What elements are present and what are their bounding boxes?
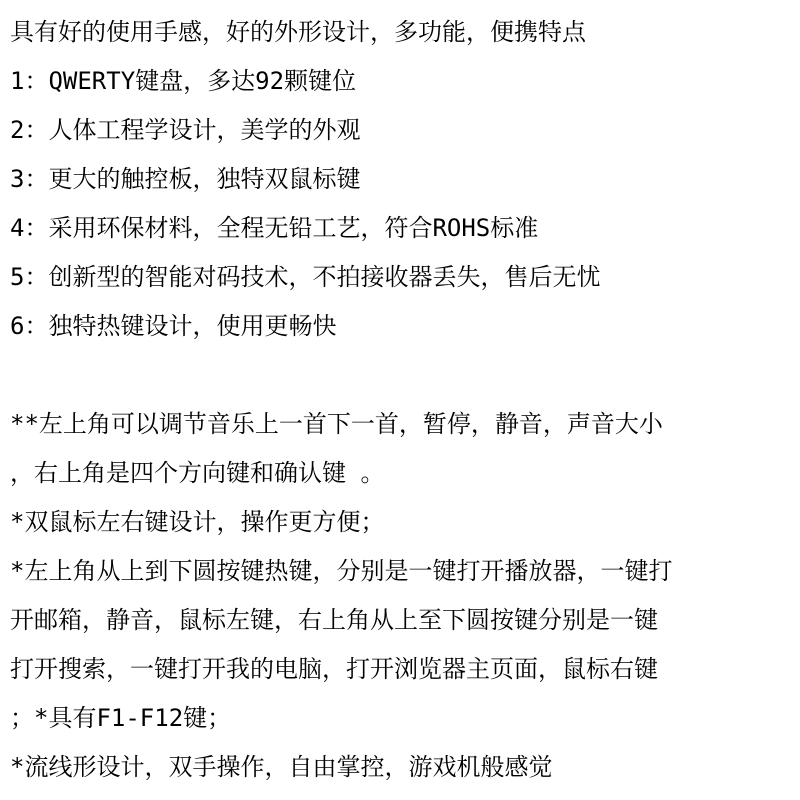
notes-block <box>10 400 795 792</box>
feature-item: 1：QWERTY键盘，多达92颗键位 <box>10 67 357 95</box>
note-line: 开邮箱，静音，鼠标左键，右上角从上至下圆按键分别是一键 <box>10 606 658 634</box>
intro-line: 具有好的使用手感，好的外形设计，多功能，便携特点 <box>10 18 586 46</box>
spacer <box>10 351 795 400</box>
feature-item: 3：更大的触控板，独特双鼠标键 <box>10 165 361 193</box>
note-line: ，右上角是四个方向键和确认键 。 <box>10 459 385 487</box>
note-line: **左上角可以调节音乐上一首下一首，暂停，静音，声音大小 <box>10 410 663 438</box>
product-description <box>10 8 795 792</box>
note-line: 打开搜索，一键打开我的电脑，打开浏览器主页面，鼠标右键 <box>10 655 658 683</box>
note-line: ；*具有F1-F12键； <box>10 704 232 732</box>
note-line: *双鼠标左右键设计，操作更方便； <box>10 508 385 536</box>
note-line: *左上角从上到下圆按键热键，分别是一键打开播放器，一键打 <box>10 557 673 585</box>
feature-item: 2：人体工程学设计，美学的外观 <box>10 116 361 144</box>
feature-item: 5：创新型的智能对码技术，不拍接收器丢失，售后无忧 <box>10 263 601 291</box>
feature-list <box>10 57 795 351</box>
note-line: *流线形设计，双手操作，自由掌控，游戏机般感觉 <box>10 753 553 781</box>
feature-item: 4：采用环保材料，全程无铅工艺，符合ROHS标准 <box>10 214 539 242</box>
feature-item: 6：独特热键设计，使用更畅快 <box>10 312 337 340</box>
